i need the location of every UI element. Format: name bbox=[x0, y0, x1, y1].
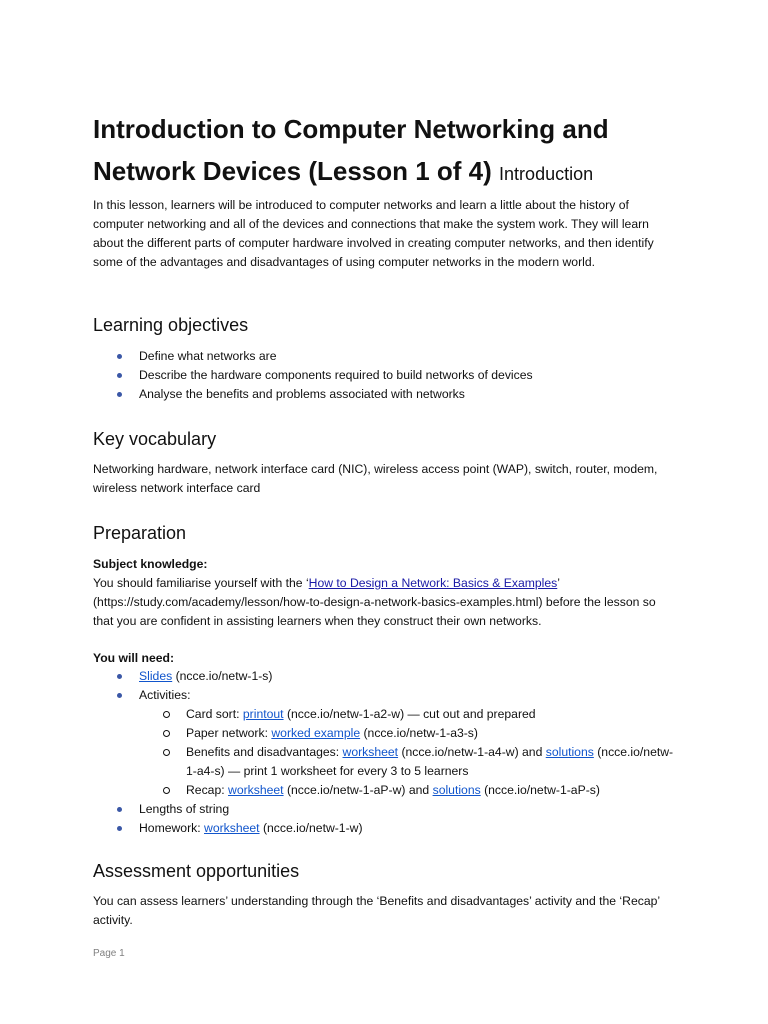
slides-url: (ncce.io/netw-1-s) bbox=[172, 669, 273, 683]
homework-rest: (ncce.io/netw-1-w) bbox=[259, 821, 363, 835]
benefits-solutions-link[interactable]: solutions bbox=[545, 745, 594, 759]
assessment-text: You can assess learners’ understanding through the ‘Benefits and disadvantages’ activity and the ‘Recap’ activity. bbox=[93, 894, 660, 927]
list-item bbox=[93, 800, 683, 819]
subject-knowledge-label: Subject knowledge: bbox=[93, 557, 208, 571]
benefits-mid: (ncce.io/netw-1-a4-w) and bbox=[398, 745, 546, 759]
recap-label: Recap: bbox=[186, 783, 229, 797]
card-sort-label: Card sort: bbox=[186, 707, 243, 721]
list-item bbox=[93, 667, 683, 686]
recap-solutions-link[interactable]: solutions bbox=[432, 783, 481, 797]
page-number: Page 1 bbox=[93, 948, 125, 959]
objective-text: Define what networks are bbox=[139, 349, 277, 363]
lesson-title-sub: Introduction bbox=[499, 164, 594, 184]
list-item bbox=[93, 366, 683, 385]
bullet-icon bbox=[117, 807, 122, 812]
list-item bbox=[139, 781, 683, 800]
objectives-list bbox=[93, 347, 683, 404]
paper-network-label: Paper network: bbox=[186, 726, 272, 740]
objective-text: Describe the hardware components required to build networks of devices bbox=[139, 368, 533, 382]
vocabulary-heading: Key vocabulary bbox=[93, 429, 217, 449]
circle-bullet-icon bbox=[163, 787, 170, 794]
bullet-icon bbox=[117, 373, 122, 378]
recap-rest: (ncce.io/netw-1-aP-s) bbox=[480, 783, 600, 797]
list-item bbox=[139, 724, 683, 743]
benefits-label: Benefits and disadvantages: bbox=[186, 745, 343, 759]
list-item bbox=[93, 385, 683, 404]
benefits-rest: (ncce.io/netw-1-a4-s) — print 1 worksheet for every 3 to 5 learners bbox=[186, 745, 674, 778]
homework-label: Homework: bbox=[139, 821, 205, 835]
string-item: Lengths of string bbox=[139, 802, 230, 816]
lesson-title-main: Introduction to Computer Networking and Network Devices (Lesson 1 of 4) bbox=[93, 114, 609, 186]
preparation-heading: Preparation bbox=[93, 523, 187, 543]
list-item bbox=[93, 686, 683, 800]
bullet-icon bbox=[117, 693, 122, 698]
need-label: You will need: bbox=[93, 651, 175, 665]
activities-label: Activities: bbox=[139, 688, 191, 702]
recap-worksheet-link[interactable]: worksheet bbox=[228, 783, 284, 797]
list-item bbox=[93, 347, 683, 366]
bullet-icon bbox=[117, 674, 122, 679]
lesson-title bbox=[93, 108, 693, 195]
recap-mid: (ncce.io/netw-1-aP-w) and bbox=[283, 783, 433, 797]
you-will-need-label bbox=[93, 649, 673, 668]
circle-bullet-icon bbox=[163, 730, 170, 737]
benefits-worksheet-link[interactable]: worksheet bbox=[342, 745, 399, 759]
homework-worksheet-link[interactable]: worksheet bbox=[204, 821, 260, 835]
printout-link[interactable]: printout bbox=[242, 707, 284, 721]
bullet-icon bbox=[117, 826, 122, 831]
vocabulary-text: Networking hardware, network interface card (NIC), wireless access point (WAP), switch, router, modem, wireless network interface card bbox=[93, 462, 658, 495]
preparation-paragraph bbox=[93, 555, 673, 631]
list-item bbox=[139, 743, 683, 781]
list-item bbox=[93, 819, 683, 838]
paper-network-rest: (ncce.io/netw-1-a3-s) bbox=[360, 726, 478, 740]
bullet-icon bbox=[117, 392, 122, 397]
activities-list bbox=[139, 705, 683, 800]
circle-bullet-icon bbox=[163, 749, 170, 756]
circle-bullet-icon bbox=[163, 711, 170, 718]
prep-text-post: ’ (https://study.com/academy/lesson/how-to-design-a-network-basics-examples.html) before the lesson so that you are confident in assisting learners when they construct their own networks. bbox=[93, 576, 656, 628]
materials-list bbox=[93, 667, 683, 838]
prep-text-pre: You should familiarise yourself with the ‘ bbox=[93, 576, 309, 590]
slides-link[interactable]: Slides bbox=[139, 669, 173, 683]
list-item bbox=[139, 705, 683, 724]
intro-paragraph: In this lesson, learners will be introduced to computer networks and learn a little about the history of computer networking and all of the devices and connections that make the system work. They will learn about the different parts of computer hardware involved in creating computer networks, and then identify some of the advantages and disadvantages of using computer networks in the modern world. bbox=[93, 198, 654, 269]
objective-text: Analyse the benefits and problems associated with networks bbox=[139, 387, 465, 401]
worked-example-link[interactable]: worked example bbox=[271, 726, 361, 740]
objectives-heading: Learning objectives bbox=[93, 315, 249, 335]
assessment-heading: Assessment opportunities bbox=[93, 861, 300, 881]
bullet-icon bbox=[117, 354, 122, 359]
design-network-link[interactable]: How to Design a Network: Basics & Examples bbox=[308, 576, 558, 590]
card-sort-rest: (ncce.io/netw-1-a2-w) — cut out and prepared bbox=[283, 707, 536, 721]
